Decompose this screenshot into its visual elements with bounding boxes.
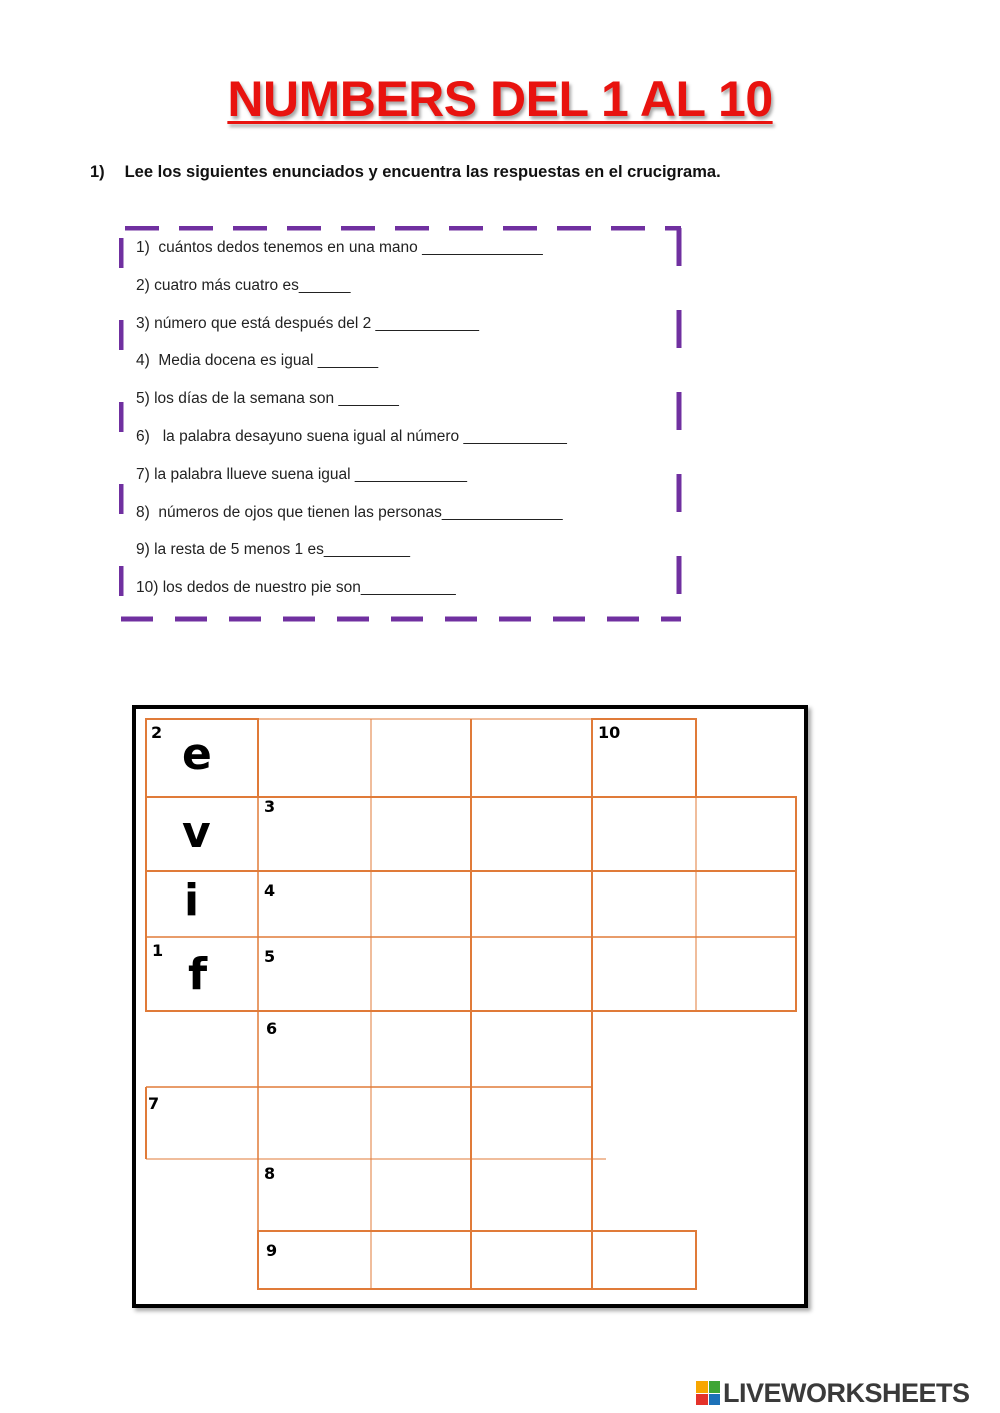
cell-letter: v [182,807,211,858]
liveworksheets-logo [696,1376,970,1410]
clue-item: 10) los dedos de nuestro pie son___________ [136,579,456,597]
instruction-text: Lee los siguientes enunciados y encuentra las respuestas en el crucigrama. [124,163,721,181]
clue-item: 2) cuatro más cuatro es______ [136,276,351,294]
cell-number: 7 [148,1094,160,1113]
clue-item: 6) la palabra desayuno suena igual al número ____________ [136,427,567,445]
logo-text: LIVEWORKSHEETS [723,1377,970,1408]
crossword-frame [132,705,808,1308]
cell-number: 2 [151,723,163,742]
cell-number: 10 [598,723,621,742]
clue-item: 8) números de ojos que tienen las personas______________ [136,503,563,521]
clue-item: 4) Media docena es igual _______ [136,352,379,370]
clue-box [119,226,679,619]
cell-number: 8 [264,1164,276,1183]
instruction-number: 1) [90,163,105,181]
clue-item: 3) número que está después del 2 ____________ [136,314,479,332]
cell-letter: e [182,729,212,780]
page-title-text: NUMBERS DEL 1 AL 10 [227,71,773,127]
clue-item: 7) la palabra llueve suena igual _____________ [136,465,467,483]
instruction [90,163,721,182]
page-title [0,70,1000,128]
clue-item: 9) la resta de 5 menos 1 es__________ [136,541,411,559]
cell-number: 3 [264,797,276,816]
cell-number: 6 [266,1019,278,1038]
cell-number: 1 [152,941,164,960]
clue-list [136,238,567,616]
crossword-grid [136,709,804,1304]
clue-item: 5) los días de la semana son _______ [136,390,399,408]
cell-number: 5 [264,947,276,966]
clue-item: 1) cuántos dedos tenemos en una mano ______________ [136,239,543,256]
cell-number: 9 [266,1241,278,1260]
cell-letter: i [184,875,200,926]
logo-icon [696,1381,720,1405]
cell-letter: f [188,949,208,1000]
cell-number: 4 [264,881,276,900]
